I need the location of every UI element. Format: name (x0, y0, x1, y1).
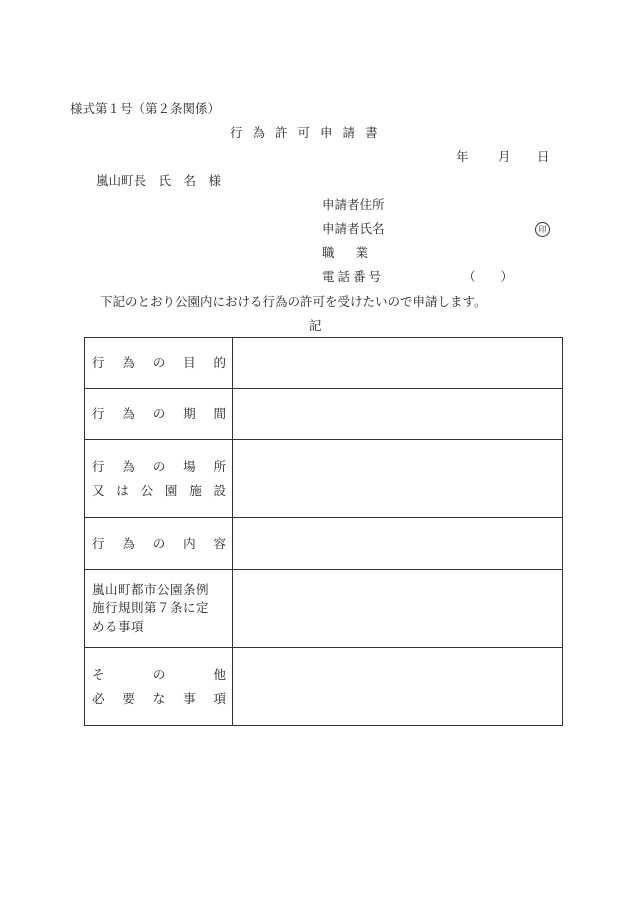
ki-heading: 記 (309, 318, 322, 333)
table-row (85, 389, 563, 440)
date-day-label: 日 (537, 149, 550, 164)
row-label-period: 行 為 の 期 間 (85, 389, 233, 440)
table-row (85, 338, 563, 389)
request-statement: 下記のとおり公園内における行為の許可を受けたいので申請します。 (100, 294, 487, 309)
location-input-cell[interactable] (233, 440, 563, 518)
ordinance-items-input-cell[interactable] (233, 570, 563, 648)
table-row (85, 518, 563, 570)
row-label-content: 行 為 の 内 容 (85, 518, 233, 570)
period-input-cell[interactable] (233, 389, 563, 440)
applicant-name-label: 申請者氏名 (322, 221, 385, 236)
other-items-input-cell[interactable] (233, 648, 563, 726)
table-row (85, 648, 563, 726)
table-row (85, 570, 563, 648)
addressee: 嵐山町長 氏 名 様 (96, 173, 222, 188)
applicant-phone-label: 電話番号 (322, 269, 385, 284)
table-row (85, 440, 563, 518)
date-month-label: 月 (498, 149, 511, 164)
content-input-cell[interactable] (233, 518, 563, 570)
row-label-ordinance-items: 嵐山町都市公園条例 施行規則第７条に定 める事項 (85, 570, 233, 648)
phone-area-code-parens: （ ） (463, 269, 514, 284)
seal-mark: 印 (535, 222, 550, 237)
row-label-purpose: 行 為 の 目 的 (85, 338, 233, 389)
row-label-other-items: そ の 他 必 要 な 事 項 (85, 648, 233, 726)
row-label-location: 行 為 の 場 所 又 は 公 園 施 設 (85, 440, 233, 518)
document-title: 行為許可申請書 (230, 125, 388, 140)
applicant-address-label: 申請者住所 (322, 197, 385, 212)
applicant-occupation-label: 職業 (322, 245, 390, 260)
date-year-label: 年 (456, 149, 469, 164)
form-number: 様式第１号（第２条関係） (70, 101, 221, 116)
application-items-table (84, 337, 563, 726)
purpose-input-cell[interactable] (233, 338, 563, 389)
